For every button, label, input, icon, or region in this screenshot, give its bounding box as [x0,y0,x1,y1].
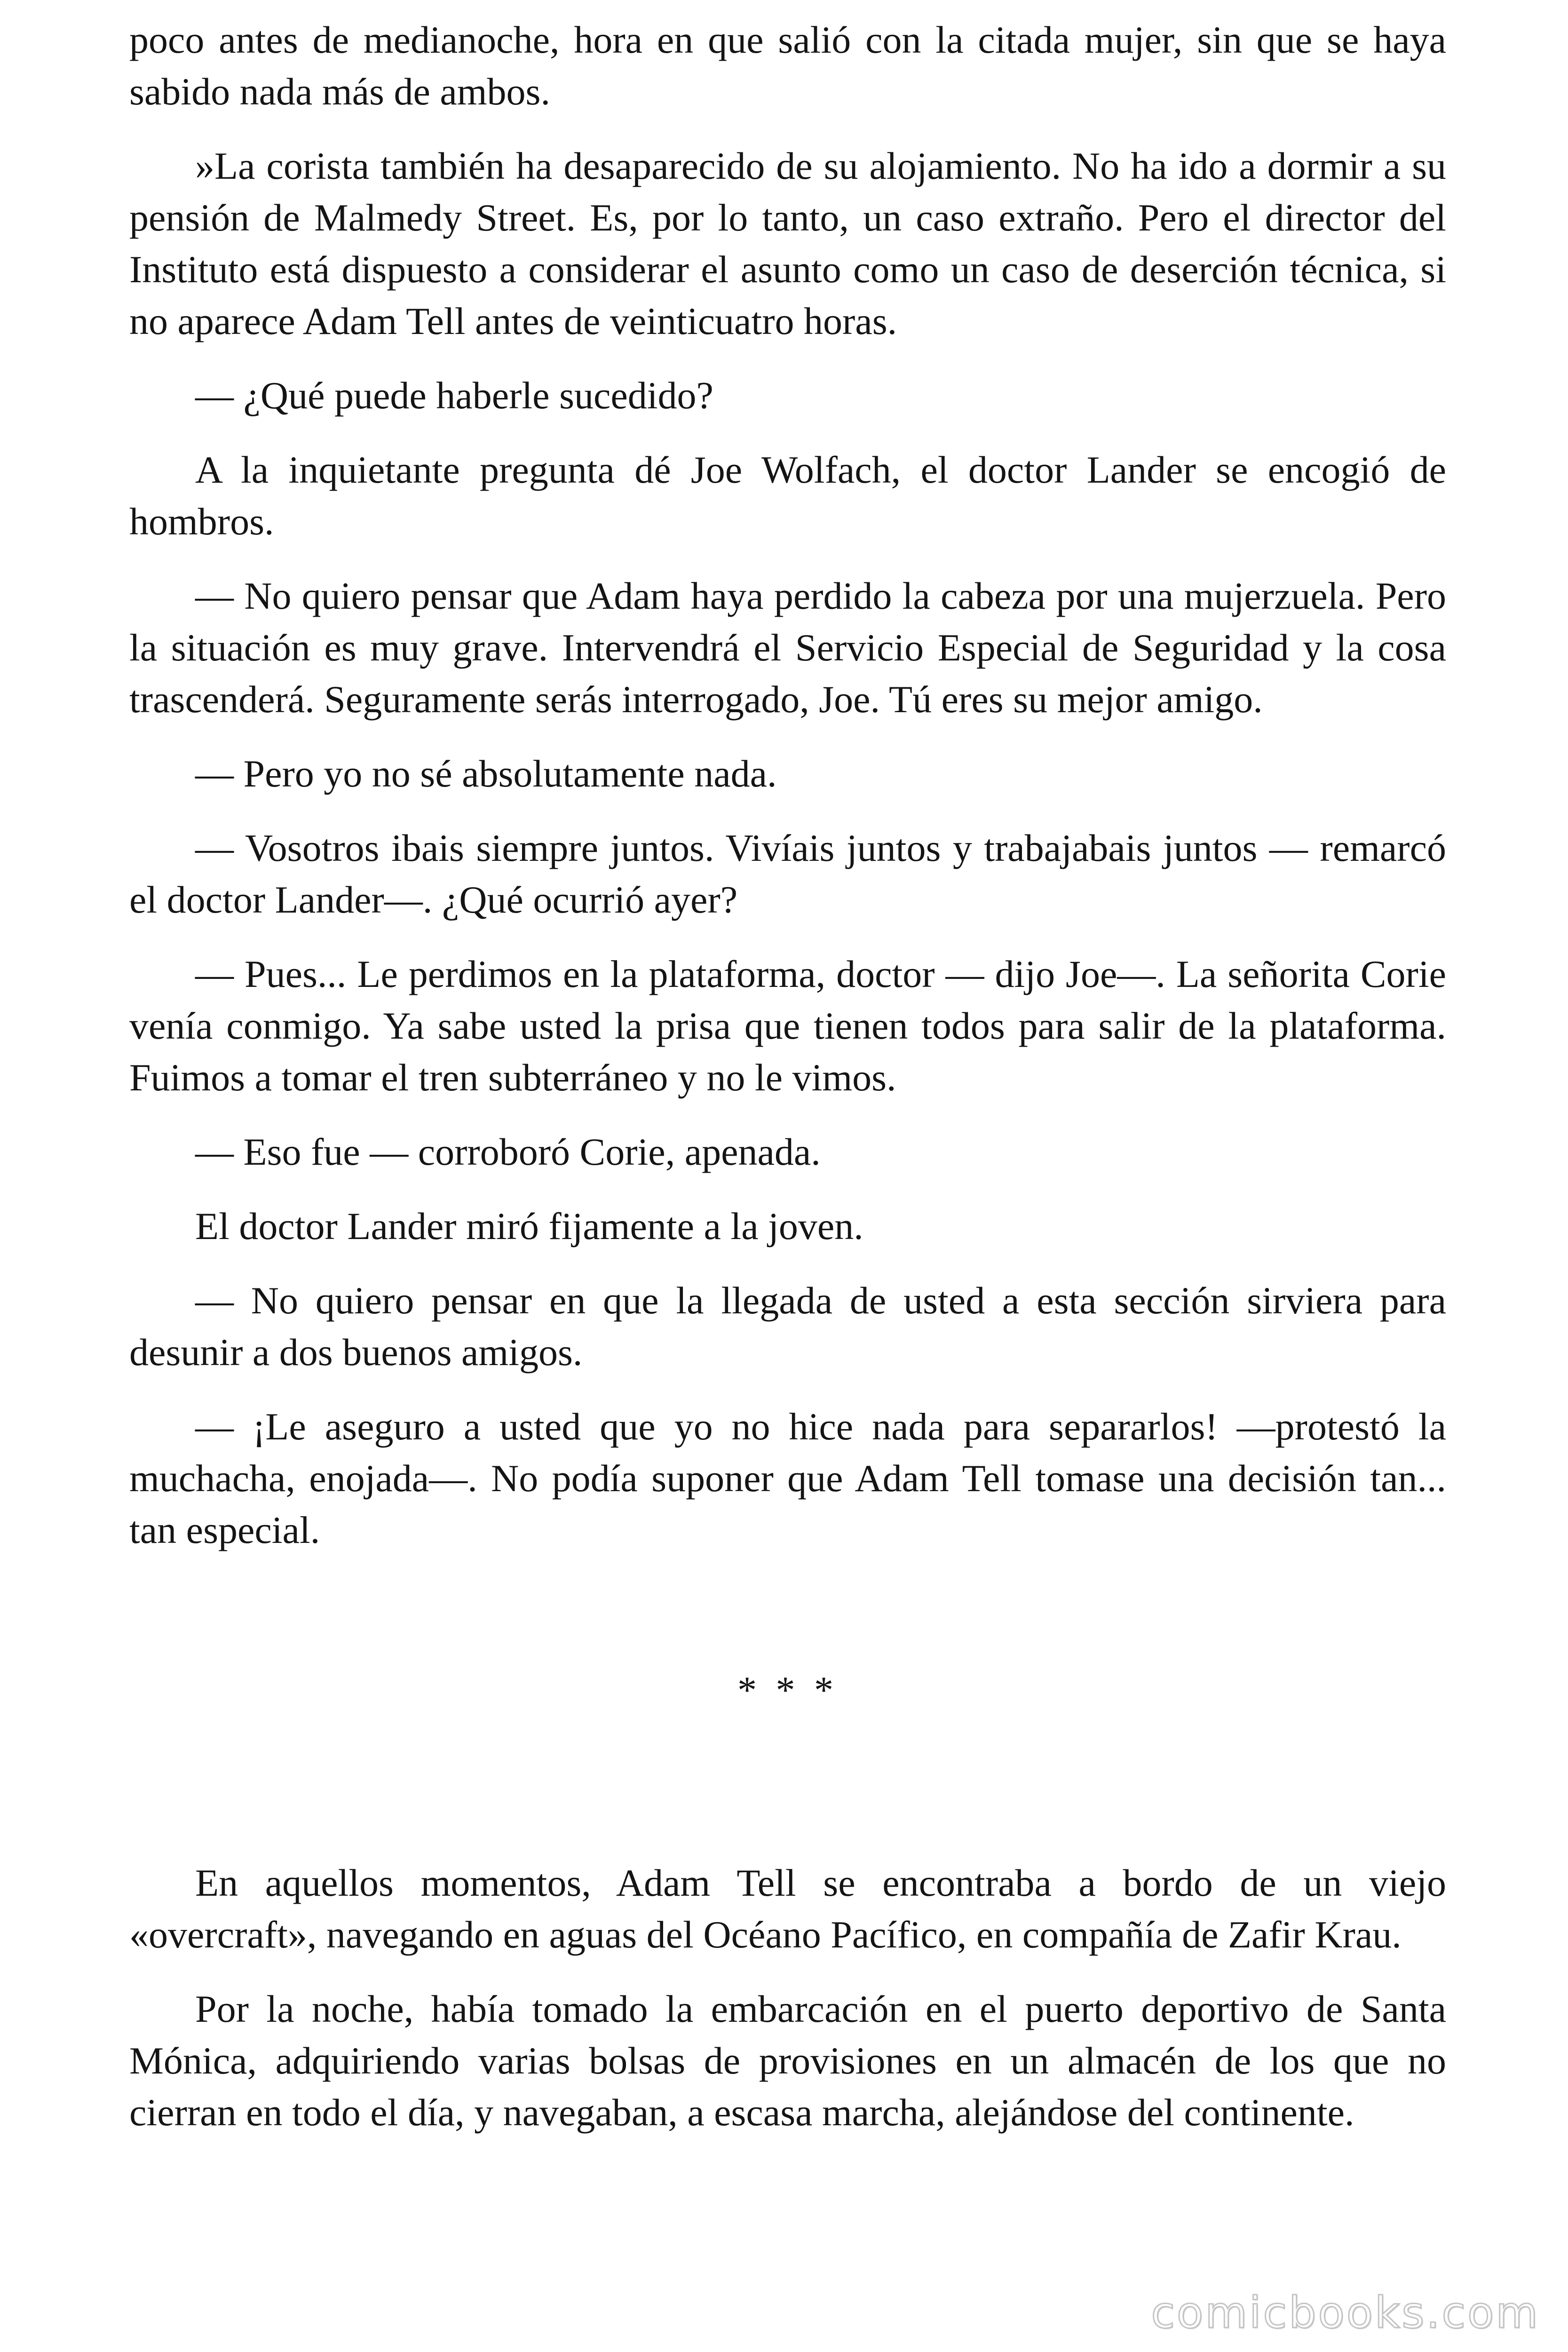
paragraph: poco antes de medianoche, hora en que salió con la citada mujer, sin que se haya sabido nada más de ambos. [129,18,1446,113]
paragraph: — No quiero pensar en que la llegada de usted a esta sección sirviera para desunir a dos buenos amigos. [129,1279,1446,1374]
paragraph: En aquellos momentos, Adam Tell se encontraba a bordo de un viejo «overcraft», navegando en aguas del Océano Pacífico, en compañía de Zafir Krau. [129,1861,1446,1956]
paragraph: Por la noche, había tomado la embarcación en el puerto deportivo de Santa Mónica, adquiriendo varias bolsas de provisiones en un almacén de los que no cierran en todo el día, y navegaban, a escasa marcha, alejándose del continente. [129,1987,1446,2134]
paragraph: — Vosotros ibais siempre juntos. Vivíais juntos y trabajabais juntos — remarcó el doctor Lander—. ¿Qué ocurrió ayer? [129,826,1446,921]
watermark: comicbooks.com [1151,2288,1540,2338]
paragraph: — ¡Le aseguro a usted que yo no hice nada para separarlos! —protestó la muchacha, enojada—. No podía suponer que Adam Tell tomase una decisión tan... tan especial. [129,1405,1446,1551]
paragraph: »La corista también ha desaparecido de su alojamiento. No ha ido a dormir a su pensión de Malmedy Street. Es, por lo tanto, un caso extraño. Pero el director del Instituto está dispuesto a considerar el asunto como un caso de deserción técnica, si no aparece Adam Tell antes de veinticuatro horas. [129,144,1446,342]
section-separator: * * * [737,1669,838,1711]
paragraph: — Eso fue — corroboró Corie, apenada. [195,1130,821,1173]
book-page [129,14,1446,2161]
paragraph: — Pero yo no sé absolutamente nada. [195,752,777,795]
paragraph: — ¿Qué puede haberle sucedido? [195,374,713,417]
paragraph: El doctor Lander miró fijamente a la joven. [195,1205,863,1248]
paragraph: — No quiero pensar que Adam haya perdido la cabeza por una mujerzuela. Pero la situación es muy grave. Intervendrá el Servicio Especial de Seguridad y la cosa trascenderá. Seguramente serás interrogado, Joe. Tú eres su mejor amigo. [129,574,1446,721]
paragraph: — Pues... Le perdimos en la plataforma, doctor — dijo Joe—. La señorita Corie venía conmigo. Ya sabe usted la prisa que tienen todos para salir de la plataforma. Fuimos a tomar el tren subterráneo y no le vimos. [129,953,1446,1099]
paragraph: A la inquietante pregunta dé Joe Wolfach, el doctor Lander se encogió de hombros. [129,448,1446,543]
